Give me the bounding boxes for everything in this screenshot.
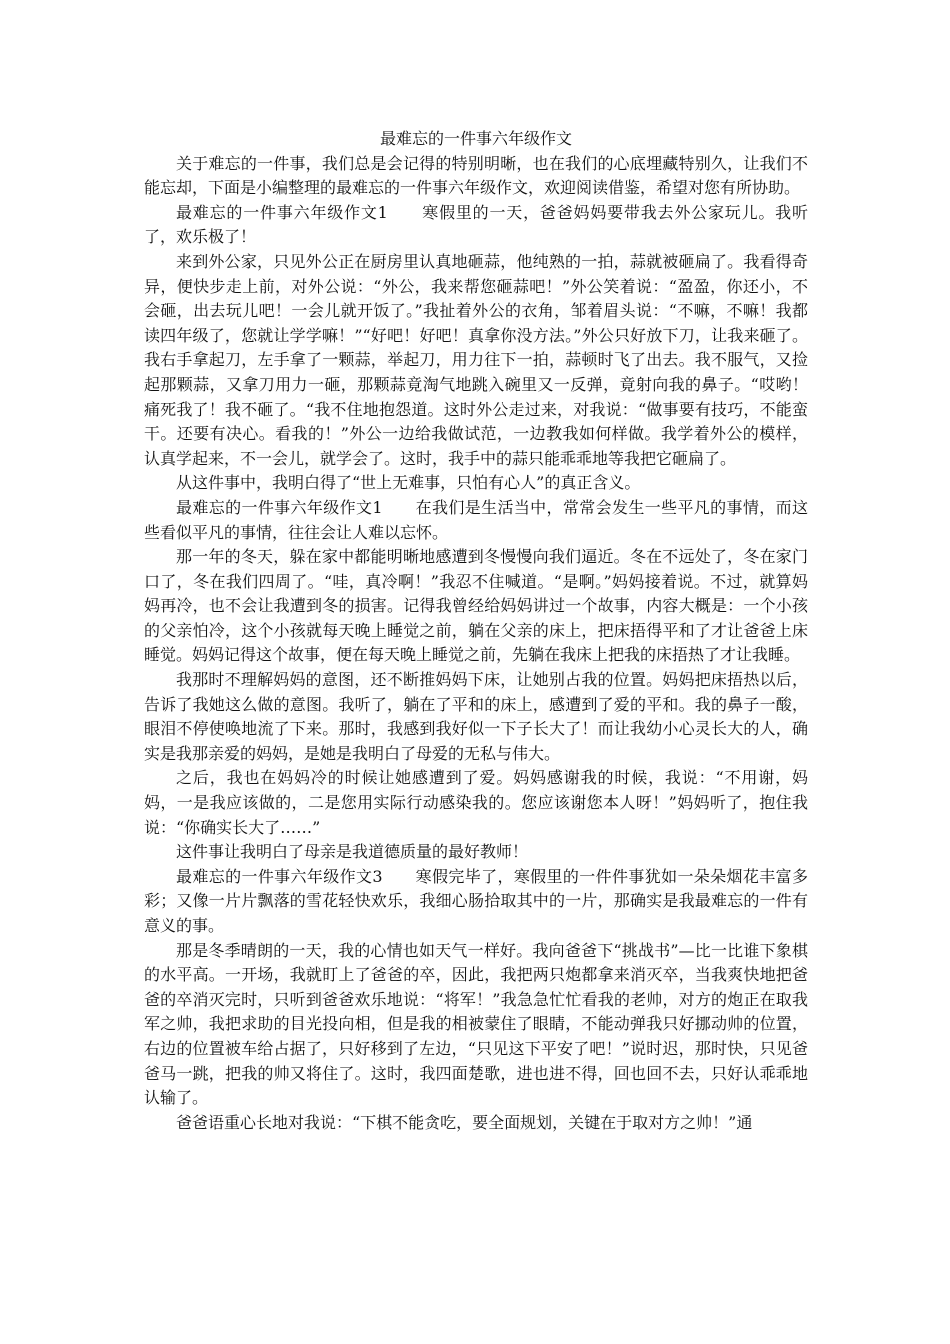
paragraph: 这件事让我明白了母亲是我道德质量的最好教师！ (176, 842, 529, 862)
paragraph: 那是冬季晴朗的一天，我的心情也如天气一样好。我向爸爸下“挑战书”—比一比谁下象棋的水平高。一开场，我就盯上了爸爸的卒，因此，我把两只炮都拿来消灭卒，当我爽快地把爸爸的卒消灭完时，只听到爸爸欢乐地说：“将军！”我急急忙忙看我的老帅，对方的炮正在取我军之帅，我把求助的目光投向相，但是我的相被蒙住了眼睛，不能动弹我只好挪动帅的位置，右边的位置被车给占据了，只好移到了左边，“只见这下平安了吧！”说时迟，那时快，只见爸爸马一跳，把我的帅又将住了。这时，我四面楚歌，进也进不得，回也回不去，只好认乖乖地认输了。 (144, 940, 808, 1108)
paragraph: 从这件事中，我明白得了“世上无难事，只怕有心人”的真正含义。 (176, 473, 641, 493)
paragraph-essay3-heading: 最难忘的一件事六年级作文3 寒假完毕了，寒假里的一件件事犹如一朵朵烟花丰富多彩；又像一片片飘落的雪花轻快欢乐，我细心肠拾取其中的一片，那确实是我最难忘的一件有意义的事。 (144, 866, 808, 935)
paragraph: 之后，我也在妈妈冷的时候让她感遭到了爱。妈妈感谢我的时候，我说：“不用谢，妈妈，一是我应该做的，二是您用实际行动感染我的。您应该谢您本人呀！”妈妈听了，抱住我说：“你确实长大了……” (144, 768, 808, 837)
paragraph-essay2-heading: 最难忘的一件事六年级作文1 在我们是生活当中，常常会发生一些平凡的事情，而这些看似平凡的事情，往往会让人难以忘怀。 (144, 497, 808, 542)
paragraph-intro: 关于难忘的一件事，我们总是会记得的特别明晰，也在我们的心底埋藏特别久，让我们不能忘却，下面是小编整理的最难忘的一件事六年级作文，欢迎阅读借鉴，希望对您有所协助。 (144, 153, 808, 198)
paragraph: 来到外公家，只见外公正在厨房里认真地砸蒜，他纯熟的一拍，蒜就被砸扁了。我看得奇异，便快步走上前，对外公说：“外公，我来帮您砸蒜吧！”外公笑着说：“盈盈，你还小，不会砸，出去玩儿吧！一会儿就开饭了。”我扯着外公的衣角，邹着眉头说：“不嘛，不嘛！我都读四年级了，您就让学学嘛！”“好吧！好吧！真拿你没方法。”外公只好放下刀，让我来砸了。我右手拿起刀，左手拿了一颗蒜，举起刀，用力往下一拍，蒜顿时飞了出去。我不服气，又捡起那颗蒜，又拿刀用力一砸，那颗蒜竟淘气地跳入碗里又一反弹，竟射向我的鼻子。“哎哟！痛死我了！我不砸了。“我不住地抱怨道。这时外公走过来，对我说：“做事要有技巧，不能蛮干。还要有决心。看我的！”外公一边给我做试范，一边教我如何样做。我学着外公的模样，认真学起来，不一会儿，就学会了。这时，我手中的蒜只能乖乖地等我把它砸扁了。 (144, 251, 808, 468)
paragraph-essay1-heading: 最难忘的一件事六年级作文1 寒假里的一天，爸爸妈妈要带我去外公家玩儿。我听了，欢乐极了！ (144, 202, 808, 247)
paragraph: 爸爸语重心长地对我说：“下棋不能贪吃，要全面规划，关键在于取对方之帅！”通 (176, 1112, 753, 1132)
document-page (144, 127, 808, 1135)
document-title: 最难忘的一件事六年级作文 (379, 129, 572, 148)
paragraph: 那一年的冬天，躲在家中都能明晰地感遭到冬慢慢向我们逼近。冬在不远处了，冬在家门口了，冬在我们四周了。“哇，真冷啊！”我忍不住喊道。“是啊。”妈妈接着说。不过，就算妈妈再冷，也不会让我遭到冬的损害。记得我曾经给妈妈讲过一个故事，内容大概是：一个小孩的父亲怕冷，这个小孩就每天晚上睡觉之前，躺在父亲的床上，把床捂得平和了才让爸爸上床睡觉。妈妈记得这个故事，便在每天晚上睡觉之前，先躺在我床上把我的床捂热了才让我睡。 (144, 547, 808, 665)
paragraph: 我那时不理解妈妈的意图，还不断推妈妈下床，让她别占我的位置。妈妈把床捂热以后，告诉了我她这么做的意图。我听了，躺在了平和的床上，感遭到了爱的平和。我的鼻子一酸，眼泪不停使唤地流了下来。那时，我感到我好似一下子长大了！而让我幼小心灵长大的人，确实是我那亲爱的妈妈，是她是我明白了母爱的无私与伟大。 (144, 670, 808, 763)
